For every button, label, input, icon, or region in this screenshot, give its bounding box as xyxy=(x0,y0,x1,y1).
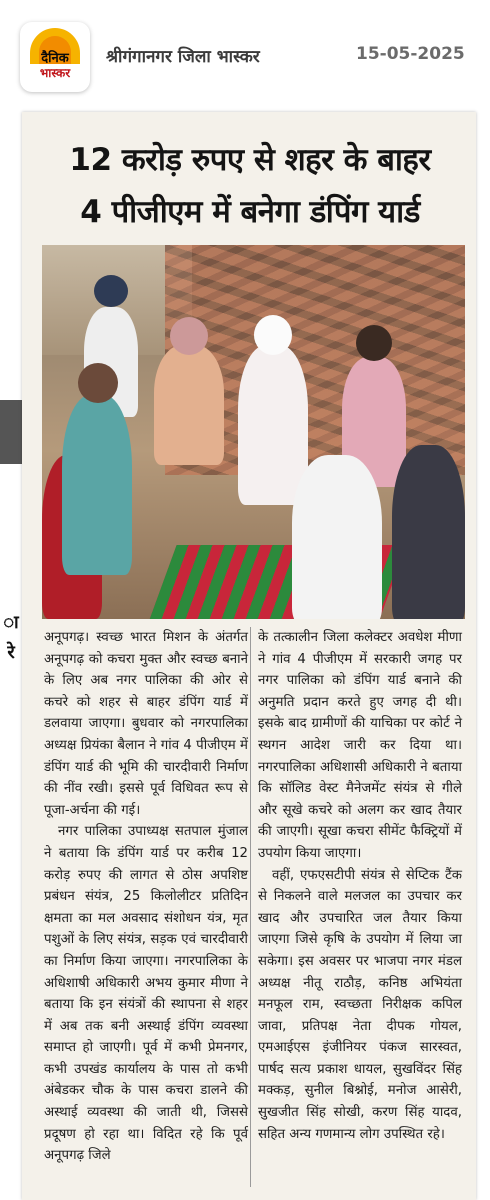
article-paragraph: अनूपगढ़। स्वच्छ भारत मिशन के अंतर्गत अनूपगढ़ को कचरा मुक्त और स्वच्छ बनाने के लिए अब नगर पालिका की ओर से कचरे को शहर से बाहर डंपिंग यार्ड में डलवाया जाएगा। बुधवार को नगरपालिका अध्यक्ष प्रियंका बैलान ने गांव 4 पीजीएम में डंपिंग यार्ड की भूमि की चारदीवारी निर्माण की नींव रखी। इससे पूर्व विधिवत रूप से पूजा-अर्चना की गई। xyxy=(44,630,248,818)
edition-date: 15-05-2025 xyxy=(356,44,465,64)
article-paragraph: के तत्कालीन जिला कलेक्टर अवधेश मीणा ने गांव 4 पीजीएम में सरकारी जगह पर नगर पालिका को डंपिंग यार्ड बनाने की अनुमति प्रदान करते हुए जगह दी थी। इसके बाद ग्रामीणों की याचिका पर कोर्ट ने स्थगन आदेश जारी कर दिया था। नगरपालिका अधिशासी अधिकारी ने बताया कि सॉलिड वेस्ट मैनेजमेंट संयंत्र से गीले और सूखे कचरे को अलग कर खाद तैयार की जाएगी। सूखा कचरा सीमेंट फैक्ट्रियों में उपयोग किया जाएगा। xyxy=(258,630,462,861)
photo-person-head xyxy=(254,315,292,355)
article-paragraph: नगर पालिका उपाध्यक्ष सतपाल मुंजाल ने बताया कि डंपिंग यार्ड पर करीब 12 करोड़ रुपए की लागत से ठोस अपशिष्ट प्रबंधन संयंत्र, 25 किलोलीटर प्रतिदिन क्षमता का मल अवसाद संशोधन यंत्र, मृत पशुओं के लिए संयंत्र, सड़क एवं चारदीवारी का निर्माण किया जाएगा। नगरपालिका के अधिशाषी अधिकारी अभय कुमार मीणा ने बताया कि इन संयंत्रों की स्थापना से शहर में अब तक बनी अस्थाई डंपिंग व्यवस्था समाप्त हो जाएगी। पूर्व में कभी प्रेमनगर, कभी उपखंड कार्यालय के पास तो कभी अंबेडकर चौक के पास कचरा डालने की अस्थाई व्यवस्था की जाती थी, जिससे प्रदूषण हो रहा था। विदित रहे कि पूर्व अनूपगढ़ जिले xyxy=(44,824,248,1164)
photo-person-head xyxy=(78,363,118,403)
logo-text-line2: भास्कर xyxy=(39,66,71,80)
logo-text-line1: दैनिक xyxy=(41,51,69,66)
photo-person xyxy=(62,395,132,575)
headline-line-2: 4 पीजीएम में बनेगा डंपिंग यार्ड xyxy=(80,194,420,230)
article-column-left xyxy=(44,627,248,1167)
adjacent-clip-text: ा रे xyxy=(3,612,19,663)
edition-title: श्रीगंगानगर जिला भास्कर xyxy=(106,47,260,67)
photo-person-head xyxy=(170,317,208,355)
photo-person xyxy=(238,345,308,505)
dainik-bhaskar-logo[interactable] xyxy=(20,22,90,92)
article-paragraph: वहीं, एफएसटीपी संयंत्र से सेप्टिक टैंक से निकलने वाले मलजल का उपचार कर खाद और उपचारित जल तैयार किया जाएगा जिसे कृषि के उपयोग में लिया जा सकेगा। इस अवसर पर भाजपा नगर मंडल अध्यक्ष नीतू राठौड़, कनिष्ठ अभियंता मनफूल राम, स्वच्छता निरीक्षक कपिल जावा, प्रतिपक्ष नेता दीपक गोयल, एमआईएस इंजीनियर पंकज सारस्वत, पार्षद सत्य प्रकाश धायल, सुखविंदर सिंह मक्कड़, सुनील बिश्नोई, मनोज आसेरी, सुखजीत सिंह सोखी, करण सिंह यादव, सहित अन्य गणमान्य लोग उपस्थित रहे। xyxy=(258,867,462,1142)
column-divider xyxy=(250,627,251,1187)
photo-person xyxy=(392,445,465,619)
photo-person xyxy=(154,345,224,465)
photo-person-head xyxy=(94,275,128,307)
adjacent-clip-edge xyxy=(0,400,22,464)
article-column-right xyxy=(258,627,462,1145)
article-photo xyxy=(42,245,465,619)
photo-person xyxy=(292,455,382,619)
photo-person-head xyxy=(356,325,392,361)
app-header xyxy=(0,0,490,112)
newspaper-clipping xyxy=(22,112,476,1200)
headline-line-1: 12 करोड़ रुपए से शहर के बाहर xyxy=(69,142,431,178)
